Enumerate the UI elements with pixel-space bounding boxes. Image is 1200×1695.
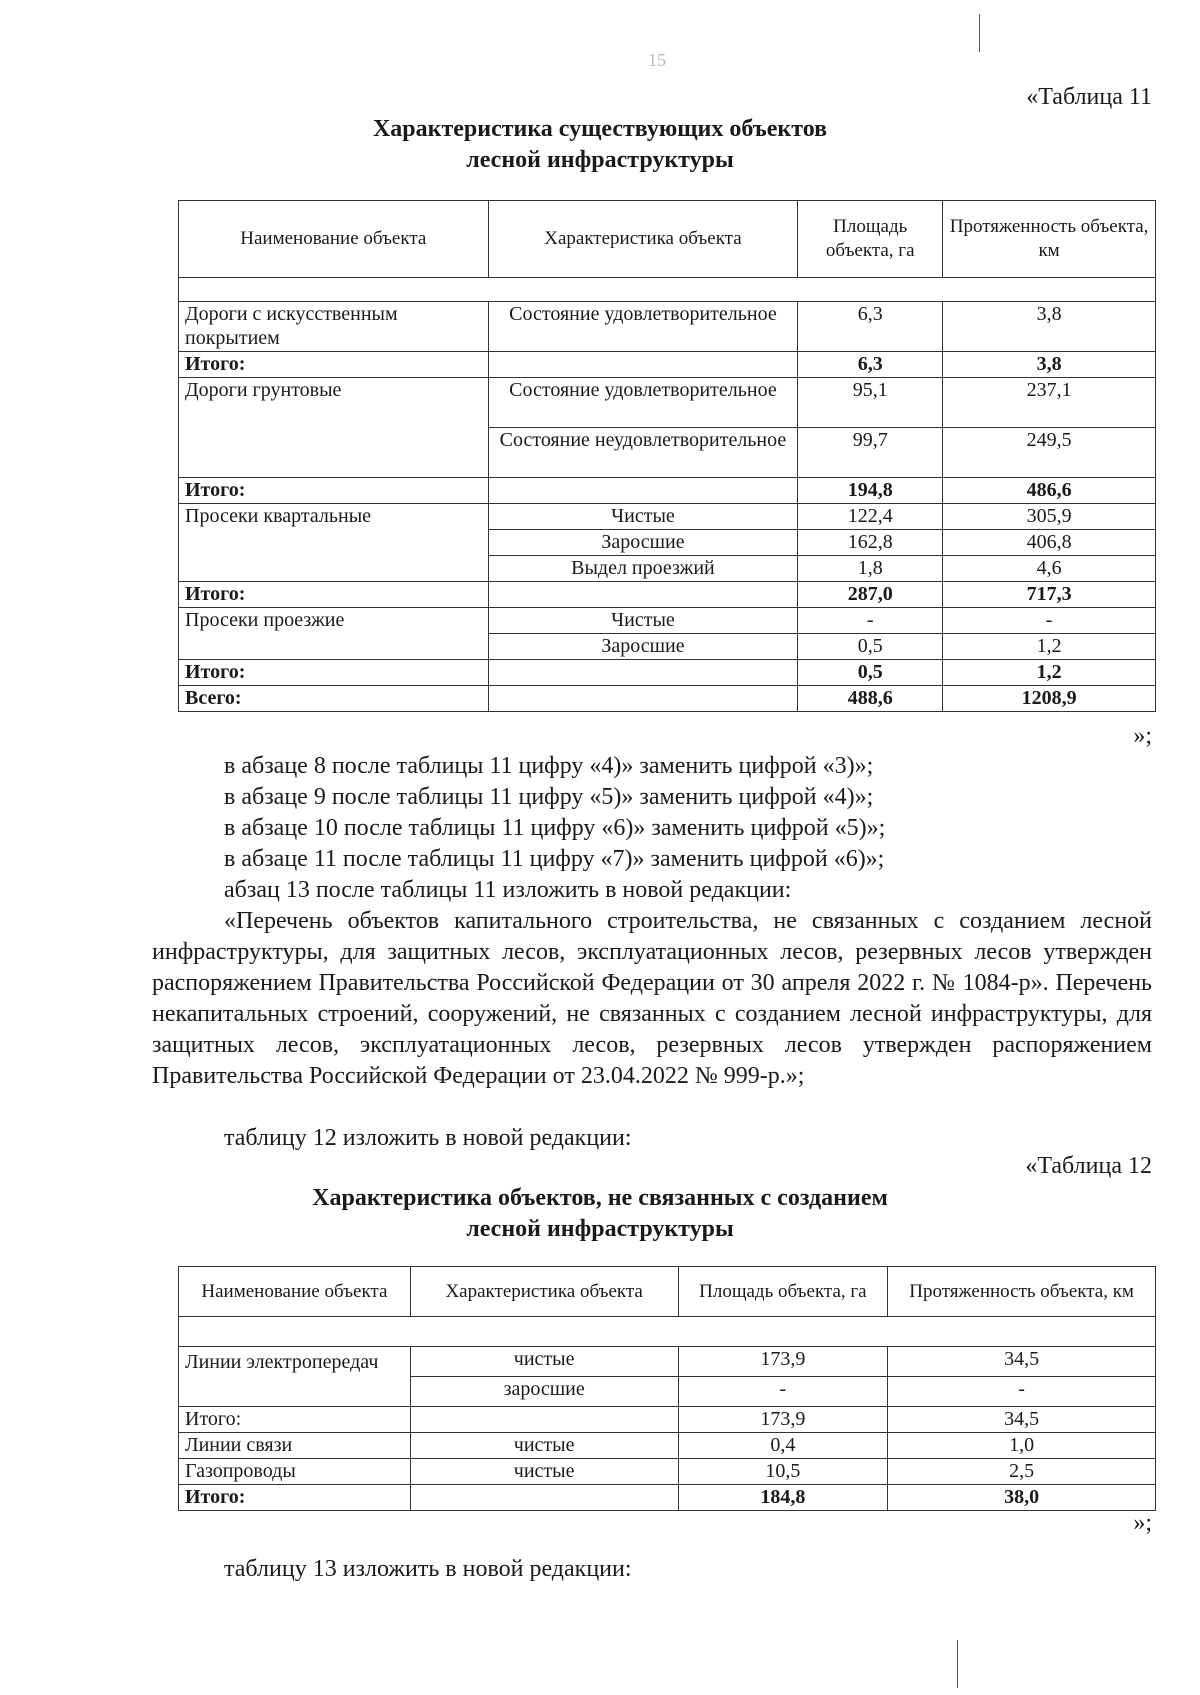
- table12-header-characteristic: Характеристика объекта: [410, 1267, 678, 1317]
- table11-cell-length: 1208,9: [943, 686, 1156, 712]
- table11-cell-area: 0,5: [798, 660, 943, 686]
- table12-cell-name: Газопроводы: [179, 1459, 411, 1485]
- table11-cell-area: 1,8: [798, 556, 943, 582]
- table-row: [179, 660, 1156, 686]
- table12-title: [0, 1183, 1200, 1245]
- table-row: [179, 556, 1156, 582]
- table12-cell-area: -: [678, 1377, 888, 1407]
- table11-cell-char: Чистые: [488, 608, 798, 634]
- table11-cell-length: 3,8: [943, 352, 1156, 378]
- table11-cell-length: 1,2: [943, 634, 1156, 660]
- amendment-line: в абзаце 10 после таблицы 11 цифру «6)» заменить цифрой «5)»;: [224, 815, 886, 841]
- table-row: [179, 686, 1156, 712]
- table11-cell-char: Состояние удовлетворительное: [488, 378, 798, 428]
- table11-header-area: Площадь объекта, га: [798, 201, 943, 278]
- table11-cell-area: 6,3: [798, 352, 943, 378]
- table11-header-length: Протяженность объекта, км: [943, 201, 1156, 278]
- table12-cell-area: 10,5: [678, 1459, 888, 1485]
- table-row: [179, 378, 1156, 428]
- table11-header-characteristic: Характеристика объекта: [488, 201, 798, 278]
- table11-cell-name: [179, 530, 489, 556]
- table12-cell-area: 0,4: [678, 1433, 888, 1459]
- table12-spacer-row: [179, 1317, 1156, 1347]
- table11-cell-char: Заросшие: [488, 634, 798, 660]
- table11-label: «Таблица 11: [1026, 84, 1152, 110]
- table11: [178, 200, 1156, 712]
- table11-cell-length: -: [943, 608, 1156, 634]
- table12-cell-char: чистые: [410, 1433, 678, 1459]
- table12-cell-area: 184,8: [678, 1485, 888, 1511]
- table11-cell-length: 305,9: [943, 504, 1156, 530]
- table12-title-line1: Характеристика объектов, не связанных с созданием: [312, 1185, 888, 1211]
- table12-cell-char: заросшие: [410, 1377, 678, 1407]
- table12-cell-length: 34,5: [888, 1347, 1156, 1377]
- table12-cell-name: Итого:: [179, 1407, 411, 1433]
- table11-cell-area: 6,3: [798, 302, 943, 352]
- table11-cell-area: 95,1: [798, 378, 943, 428]
- table12-cell-char: чистые: [410, 1347, 678, 1377]
- table11-cell-char: Заросшие: [488, 530, 798, 556]
- table11-cell-name: [179, 556, 489, 582]
- table11-cell-area: 162,8: [798, 530, 943, 556]
- table12-cell-area: 173,9: [678, 1347, 888, 1377]
- table13-intro: таблицу 13 изложить в новой редакции:: [224, 1556, 632, 1582]
- table11-title: [0, 114, 1200, 176]
- table11-cell-name: Итого:: [179, 352, 489, 378]
- scan-artifact-line: [979, 14, 980, 52]
- table-row: [179, 582, 1156, 608]
- table11-cell-length: 717,3: [943, 582, 1156, 608]
- scan-artifact-line: [957, 1640, 958, 1688]
- table-row: [179, 634, 1156, 660]
- table12-cell-area: 173,9: [678, 1407, 888, 1433]
- table11-cell-char: Состояние удовлетворительное: [488, 302, 798, 352]
- table11-cell-length: 1,2: [943, 660, 1156, 686]
- page-number: 15: [648, 50, 666, 70]
- table11-cell-char: [488, 660, 798, 686]
- table-row: [179, 1407, 1156, 1433]
- table11-cell-name: Итого:: [179, 660, 489, 686]
- table-row: [179, 1485, 1156, 1511]
- table12-cell-length: 2,5: [888, 1459, 1156, 1485]
- amendment-line: в абзаце 8 после таблицы 11 цифру «4)» заменить цифрой «3)»;: [224, 753, 874, 779]
- table11-cell-char: [488, 478, 798, 504]
- table11-cell-area: 194,8: [798, 478, 943, 504]
- table11-cell-length: 406,8: [943, 530, 1156, 556]
- table12-closing-quote: »;: [1133, 1510, 1152, 1536]
- table11-cell-name: Дороги грунтовые: [179, 378, 489, 428]
- table11-cell-area: 122,4: [798, 504, 943, 530]
- table-row: [179, 302, 1156, 352]
- table11-cell-length: 486,6: [943, 478, 1156, 504]
- table12-cell-name: Линии электропередач: [179, 1347, 411, 1407]
- table11-cell-name: Просеки квартальные: [179, 504, 489, 530]
- table12-header-name: Наименование объекта: [179, 1267, 411, 1317]
- table11-cell-name: Итого:: [179, 582, 489, 608]
- table12-cell-char: [410, 1485, 678, 1511]
- table11-cell-area: 488,6: [798, 686, 943, 712]
- table12-cell-char: чистые: [410, 1459, 678, 1485]
- table11-cell-area: 0,5: [798, 634, 943, 660]
- quoted-paragraph: «Перечень объектов капитального строительства, не связанных с созданием лесной инфраструктуры, для защитных лесов, эксплуатационных лесов, резервных лесов утвержден распоряжением Правительства Российской Федерации от 30 апреля 2022 г. № 1084-р». Перечень некапитальных строений, сооружений, не связанных с созданием лесной инфраструктуры, для защитных лесов, эксплуатационных лесов, резервных лесов утвержден распоряжением Правительства Российской Федерации от 23.04.2022 № 999-р.»;: [152, 908, 1152, 1089]
- table11-cell-name: Итого:: [179, 478, 489, 504]
- table12-cell-char: [410, 1407, 678, 1433]
- table11-cell-name: Дороги с искусственным покрытием: [179, 302, 489, 352]
- table12-label: «Таблица 12: [1025, 1153, 1152, 1179]
- table11-cell-name: [179, 428, 489, 478]
- table11-cell-name: [179, 634, 489, 660]
- amendment-line: абзац 13 после таблицы 11 изложить в новой редакции:: [224, 877, 792, 903]
- table-row: [179, 504, 1156, 530]
- table12-cell-name: Линии связи: [179, 1433, 411, 1459]
- table12-cell-name: Итого:: [179, 1485, 411, 1511]
- table11-spacer-row: [179, 278, 1156, 302]
- table11-cell-length: 249,5: [943, 428, 1156, 478]
- table11-cell-length: 237,1: [943, 378, 1156, 428]
- table11-cell-char: [488, 686, 798, 712]
- table12-header-area: Площадь объекта, га: [678, 1267, 888, 1317]
- table-row: [179, 1347, 1156, 1377]
- table11-cell-char: Выдел проезжий: [488, 556, 798, 582]
- table11-cell-char: [488, 352, 798, 378]
- amendment-line: в абзаце 11 после таблицы 11 цифру «7)» заменить цифрой «6)»;: [224, 846, 885, 872]
- table-row: [179, 1459, 1156, 1485]
- table11-cell-length: 4,6: [943, 556, 1156, 582]
- table12-header-length: Протяженность объекта, км: [888, 1267, 1156, 1317]
- table12-cell-length: 38,0: [888, 1485, 1156, 1511]
- table11-cell-char: [488, 582, 798, 608]
- table12: [178, 1266, 1156, 1511]
- table11-cell-char: Состояние неудовлетворительное: [488, 428, 798, 478]
- amendment-line: в абзаце 9 после таблицы 11 цифру «5)» заменить цифрой «4)»;: [224, 784, 874, 810]
- table12-cell-length: -: [888, 1377, 1156, 1407]
- table11-cell-area: 99,7: [798, 428, 943, 478]
- table11-title-line1: Характеристика существующих объектов: [372, 116, 828, 142]
- table12-cell-length: 1,0: [888, 1433, 1156, 1459]
- table11-title-line2: лесной инфраструктуры: [466, 147, 734, 173]
- table-row: [179, 352, 1156, 378]
- table11-cell-char: Чистые: [488, 504, 798, 530]
- table11-cell-name: Просеки проезжие: [179, 608, 489, 634]
- table12-title-line2: лесной инфраструктуры: [466, 1216, 734, 1242]
- table-row: [179, 608, 1156, 634]
- table-row: [179, 530, 1156, 556]
- table11-cell-area: 287,0: [798, 582, 943, 608]
- table11-cell-name: Всего:: [179, 686, 489, 712]
- table11-closing-quote: »;: [1133, 723, 1152, 749]
- table12-intro: таблицу 12 изложить в новой редакции:: [224, 1125, 632, 1151]
- table-row: [179, 1433, 1156, 1459]
- table11-cell-area: -: [798, 608, 943, 634]
- table11-cell-length: 3,8: [943, 302, 1156, 352]
- table11-header-name: Наименование объекта: [179, 201, 489, 278]
- table-row: [179, 478, 1156, 504]
- table-row: [179, 428, 1156, 478]
- table12-cell-length: 34,5: [888, 1407, 1156, 1433]
